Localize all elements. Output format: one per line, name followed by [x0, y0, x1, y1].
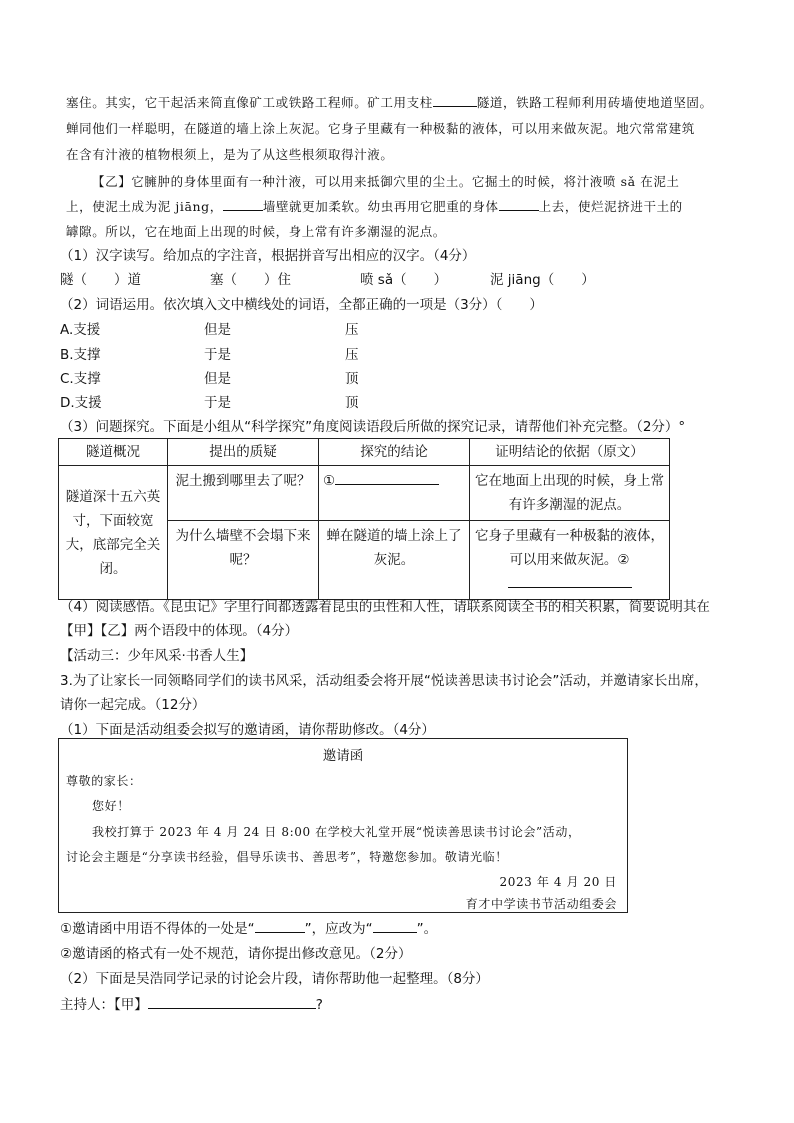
passage-line: 在含有汁液的植物根须上，是为了从这些根须取得汁液。 [66, 147, 394, 162]
evidence-cell: 它在地面上出现的时候，身上常有许多潮湿的泥点。 [470, 466, 670, 521]
q1-item: 喷 sǎ（ ） [360, 272, 448, 288]
question-3-main: 3.为了让家长一同领略同学们的读书风采，活动组委会将开展“悦读善思读书讨论会”活动，并邀请家长出席， [60, 673, 708, 689]
letter-date: 2023 年 4 月 20 日 [499, 875, 617, 889]
table-header: 提出的质疑 [168, 439, 319, 466]
option-label: A.支援 [60, 322, 101, 338]
answer-blank[interactable] [373, 920, 417, 933]
passage-text: 墙壁就更加柔软。幼虫再用它肥重的身体 [262, 199, 499, 214]
question-3-main: 请你一起完成。（12分） [60, 697, 206, 713]
tunnel-overview-cell: 隧道深十五六英寸，下面较宽大，底部完全关闭。 [59, 466, 168, 600]
q1-item: 泥 jiāng（ ） [490, 272, 595, 288]
answer-line-1 [60, 917, 437, 937]
fill-blank [223, 198, 263, 211]
answer-text: ”，应改为“ [304, 921, 373, 937]
option-label: B.支撑 [60, 347, 101, 363]
question-1-stem: （1）汉字读写。给加点的字注音，根据拼音写出相应的汉字。（4分） [60, 248, 476, 264]
passage-text: 塞住。其实，它干起活来简直像矿工或铁路工程师。矿工用支柱 [66, 95, 433, 110]
question-4-line: （4）阅读感悟。《昆虫记》字里行间都透露着昆虫的虫性和人性，请联系阅读全书的相关积累，简要说明其在 [60, 599, 710, 615]
option-word: 顶 [345, 371, 359, 387]
letter-title: 邀请函 [322, 748, 364, 764]
option-word: 但是 [204, 371, 231, 387]
letter-body: 讨论会主题是“分享读书经验，倡导乐读书、善思考”，特邀您参加。敬请光临！ [66, 850, 508, 864]
answer-marker: ① [323, 473, 336, 489]
question-cell: 泥土搬到哪里去了呢？ [168, 466, 319, 521]
sub-question-1: （1）下面是活动组委会拟写的邀请函，请你帮助修改。（4分） [60, 722, 435, 738]
answer-text: ”。 [416, 921, 438, 937]
question-1-items [60, 268, 595, 288]
answer-line-2: ②邀请函的格式有一处不规范，请你提出修改意见。（2分） [60, 946, 412, 962]
option-word: 压 [345, 322, 359, 338]
letter-signature: 育才中学读书节活动组委会 [465, 897, 617, 911]
letter-greeting: 您好！ [92, 799, 130, 813]
evidence-cell[interactable] [470, 521, 670, 600]
table-header: 探究的结论 [319, 439, 470, 466]
evidence-text: 它身子里藏有一种极黏的液体，可以用来做灰泥。② [475, 528, 664, 568]
host-label: 主持人：【甲】 [60, 997, 148, 1013]
option-word: 于是 [204, 395, 231, 411]
question-cell: 为什么墙壁不会塌下来呢？ [168, 521, 319, 600]
table-header-row [59, 439, 670, 466]
answer-blank[interactable] [148, 996, 316, 1009]
answer-blank[interactable] [508, 575, 632, 588]
fill-blank [499, 198, 539, 211]
letter-salutation: 尊敬的家长： [66, 774, 142, 788]
activity-3-title: 【活动三：少年风采·书香人生】 [60, 648, 254, 664]
table-row [59, 466, 670, 521]
q1-item: 塞（ ）住 [210, 272, 291, 288]
passage-line [66, 93, 713, 111]
option-word: 顶 [345, 395, 359, 411]
question-4-line: 【甲】【乙】两个语段中的体现。（4分） [60, 623, 299, 639]
q2-option-b[interactable] [60, 343, 359, 363]
inquiry-table [58, 438, 670, 600]
passage-text: 上，使泥土成为泥 jiāng， [66, 199, 223, 214]
passage-line: 罅隙。所以，它在地面上出现的时候，身上常有许多潮湿的泥点。 [66, 224, 446, 239]
passage-line: 蝉同他们一样聪明，在隧道的墙上涂上灰泥。它身子里藏有一种极黏的液体，可以用来做灰泥。地穴常常建筑 [66, 121, 695, 136]
sub-question-2: （2）下面是吴浩同学记录的讨论会片段，请你帮助他一起整理。（8分） [60, 971, 489, 987]
passage-line [66, 197, 683, 215]
q2-option-a[interactable] [60, 318, 359, 338]
fill-blank [433, 94, 477, 107]
option-label: C.支撑 [60, 371, 101, 387]
option-word: 压 [345, 347, 359, 363]
option-word: 于是 [204, 347, 231, 363]
q2-option-c[interactable] [60, 367, 359, 387]
passage-text: 上去，使烂泥挤进干土的 [538, 199, 683, 214]
passage-text: 隧道，铁路工程师利用砖墙使地道坚固。 [476, 95, 713, 110]
conclusion-cell[interactable] [319, 466, 470, 521]
host-line [60, 993, 323, 1013]
answer-text: ①邀请函中用语不得体的一处是“ [60, 921, 255, 937]
q2-option-d[interactable] [60, 391, 359, 411]
host-end: ? [315, 997, 323, 1013]
q1-item: 隧（ ）道 [60, 272, 141, 288]
answer-blank[interactable] [255, 920, 305, 933]
question-2-stem: （2）词语运用。依次填入文中横线处的词语，全都正确的一项是（3分）（ ） [60, 297, 543, 313]
invitation-letter [58, 738, 628, 913]
table-header: 证明结论的依据（原文） [470, 439, 670, 466]
option-word: 但是 [204, 322, 231, 338]
letter-body: 我校打算于 2023 年 4 月 24 日 8:00 在学校大礼堂开展“悦读善思读书讨论会”活动， [92, 825, 581, 839]
question-3-stem: （3）问题探究。下面是小组从“科学探究”角度阅读语段后所做的探究记录，请帮他们补充完整。（2分）° [60, 419, 686, 435]
answer-blank[interactable] [335, 472, 439, 485]
passage-line: 【乙】它臃肿的身体里面有一种汁液，可以用来抵御穴里的尘土。它掘土的时候，将汁液喷 sǎ 在泥土 [92, 174, 680, 189]
conclusion-cell: 蝉在隧道的墙上涂上了灰泥。 [319, 521, 470, 600]
table-header: 隧道概况 [59, 439, 168, 466]
option-label: D.支援 [60, 395, 102, 411]
